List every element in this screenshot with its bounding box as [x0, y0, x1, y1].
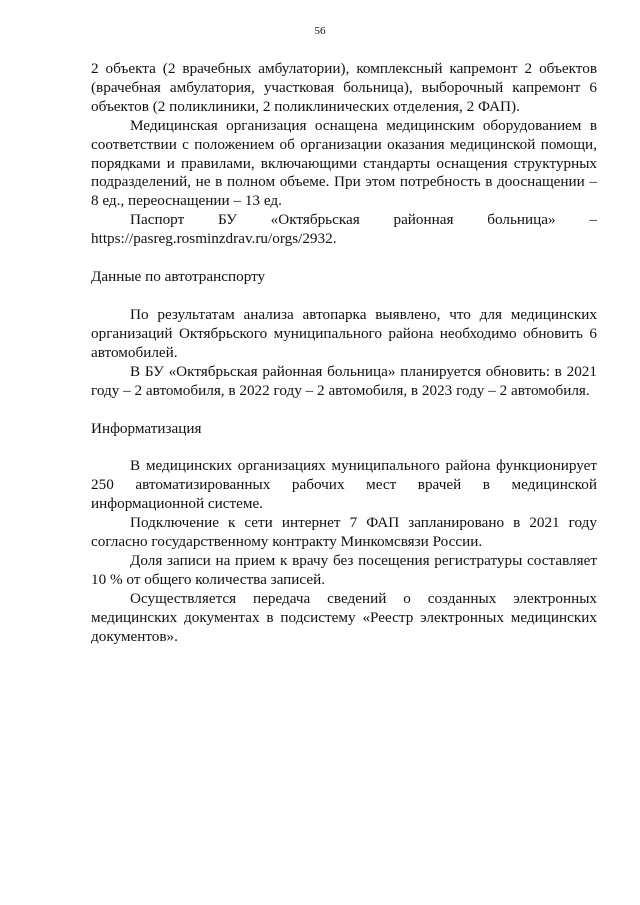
- heading-transport: Данные по автотранспорту: [91, 268, 266, 286]
- paragraph-emr-registry: Осуществляется передача сведений о созданных электронных медицинских документах в подсистему «Реестр электронных медицинских документов».: [91, 589, 597, 645]
- paragraph-online-booking: Доля записи на прием к врачу без посещения регистратуры составляет 10 % от общего количества записей.: [91, 551, 597, 588]
- page-number: 56: [314, 25, 326, 37]
- document-body: [91, 60, 597, 646]
- paragraph-fleet-plan: В БУ «Октябрьская районная больница» планируется обновить: в 2021 году – 2 автомобиля, в 2022 году – 2 автомобиля, в 2023 году – 2 автомобиля.: [91, 362, 597, 399]
- paragraph-renovation: 2 объекта (2 врачебных амбулатории), комплексный капремонт 2 объектов (врачебная амбулатория, участковая больница), выборочный капремонт 6 объектов (2 поликлиники, 2 поликлинических отделения, 2 ФАП).: [91, 60, 597, 115]
- paragraph-passport-link: Паспорт БУ «Октябрьская районная больница» – https://pasreg.rosminzdrav.ru/orgs/2932.: [91, 211, 597, 248]
- paragraph-workstations: В медицинских организациях муниципального района функционирует 250 автоматизированных рабочих мест врачей в медицинской информационной системе.: [91, 457, 597, 513]
- heading-informatization: Информатизация: [91, 419, 202, 437]
- paragraph-fleet-analysis: По результатам анализа автопарка выявлено, что для медицинских организаций Октябрьского муниципального района необходимо обновить 6 автомобилей.: [91, 305, 597, 361]
- paragraph-equipment: Медицинская организация оснащена медицинским оборудованием в соответствии с положением об организации оказания медицинской помощи, порядками и правилами, включающими стандарты оснащения структурных подразделений, не в полном объеме. При этом потребность в дооснащении – 8 ед., переоснащении – 13 ед.: [91, 116, 597, 210]
- paragraph-internet: Подключение к сети интернет 7 ФАП запланировано в 2021 году согласно государственному контракту Минкомсвязи России.: [91, 514, 597, 551]
